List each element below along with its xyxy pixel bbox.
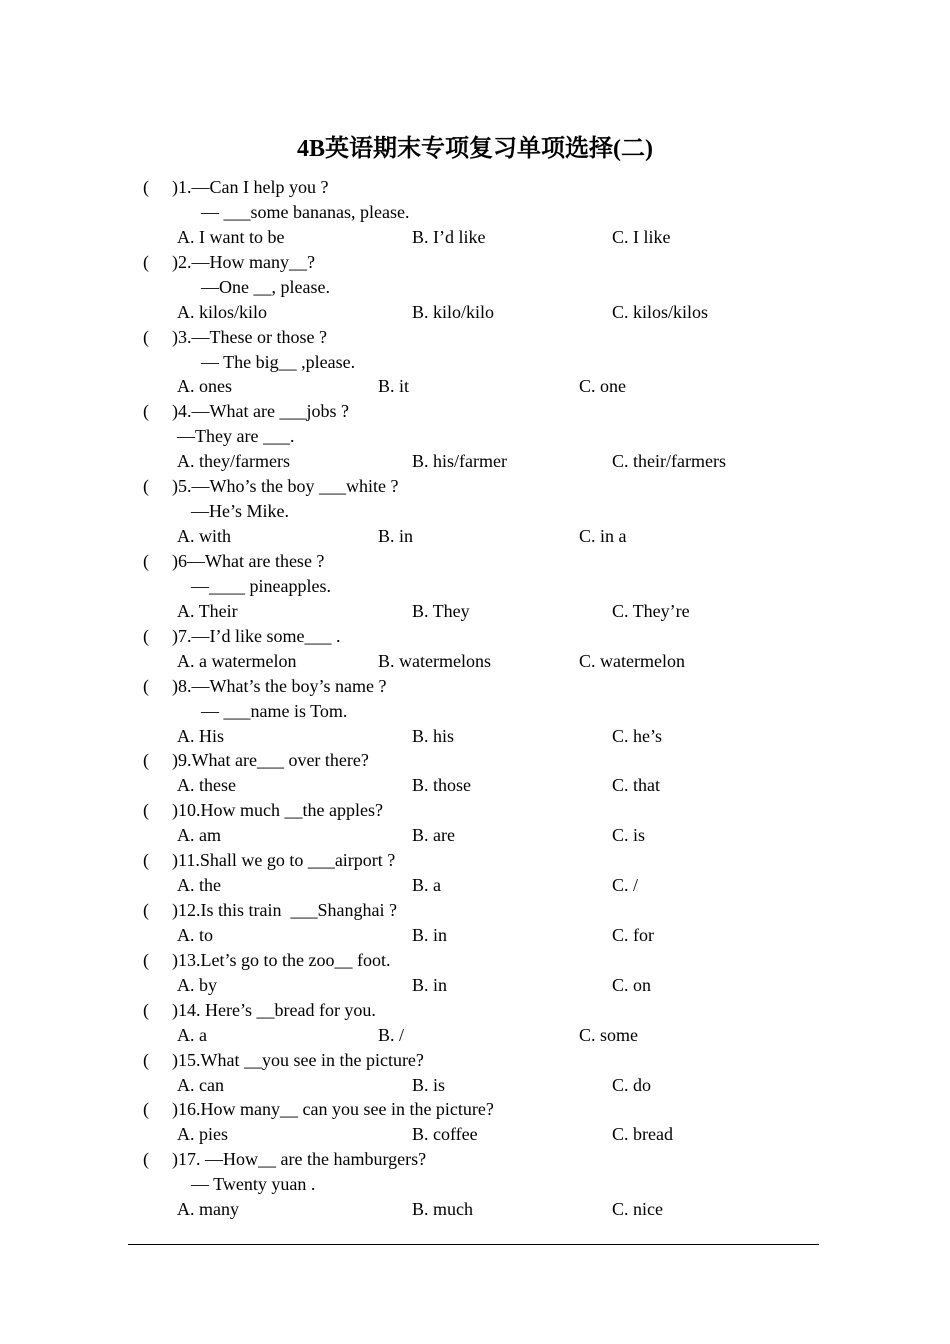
question-stem: )15.What __you see in the picture? — [172, 1049, 424, 1070]
option-a: A. these — [177, 775, 236, 796]
option-b: B. it — [378, 376, 410, 397]
answer-blank[interactable]: ( — [143, 900, 149, 920]
option-c: C. for — [612, 924, 654, 945]
option-b: B. a — [412, 875, 441, 895]
answer-blank[interactable]: ( — [143, 1149, 149, 1170]
question-response: — The big__ ,please. — [201, 351, 356, 372]
option-a: A. with — [177, 526, 231, 546]
answer-blank[interactable]: ( — [143, 800, 149, 821]
option-a: A. a watermelon — [177, 650, 297, 671]
option-b: B. I’d like — [412, 226, 486, 247]
question-response: — ___some bananas, please. — [201, 201, 410, 222]
question-stem: )4.—What are ___jobs ? — [172, 401, 349, 422]
option-c: C. some — [579, 1024, 639, 1045]
option-c: C. kilos/kilos — [612, 301, 709, 322]
question-stem: )12.Is this train ___Shanghai ? — [172, 900, 397, 920]
option-c: C. watermelon — [579, 650, 685, 671]
option-b: B. his — [412, 725, 455, 746]
option-a: A. the — [177, 875, 221, 895]
answer-blank[interactable]: ( — [143, 750, 149, 771]
question-stem: )8.—What’s the boy’s name ? — [172, 675, 387, 696]
question-response: — ___name is Tom. — [201, 700, 348, 721]
question-stem: )7.—I’d like some___ . — [172, 625, 341, 646]
page-title: 4B英语期末专项复习单项选择(二) — [297, 136, 653, 162]
option-a: A. pies — [177, 1124, 228, 1145]
option-b: B. in — [378, 526, 414, 546]
answer-blank[interactable]: ( — [143, 476, 149, 497]
option-a: A. ones — [177, 376, 232, 397]
option-a: A. His — [177, 725, 225, 746]
option-c: C. bread — [612, 1124, 673, 1145]
question-response: —____ pineapples. — [191, 575, 331, 596]
option-c: C. their/farmers — [612, 451, 726, 472]
question-stem: )9.What are___ over there? — [172, 750, 369, 771]
option-a: A. kilos/kilo — [177, 301, 268, 322]
option-c: C. that — [612, 775, 660, 796]
answer-blank[interactable]: ( — [143, 999, 149, 1020]
answer-blank[interactable]: ( — [143, 1049, 149, 1070]
option-a: A. a — [177, 1024, 207, 1045]
option-a: A. by — [177, 974, 217, 995]
answer-blank[interactable]: ( — [143, 551, 149, 571]
option-b: B. those — [412, 775, 472, 796]
option-b: B. / — [378, 1024, 405, 1045]
answer-blank[interactable]: ( — [143, 177, 149, 197]
answer-blank[interactable]: ( — [143, 1099, 149, 1120]
question-stem: )16.How many__ can you see in the picture? — [172, 1099, 494, 1120]
option-b: B. are — [412, 825, 455, 846]
option-b: B. coffee — [412, 1124, 478, 1145]
option-b: B. in — [412, 924, 448, 945]
option-c: C. nice — [612, 1199, 663, 1220]
question-stem: )5.—Who’s the boy ___white ? — [172, 476, 399, 497]
option-c: C. do — [612, 1074, 652, 1095]
option-b: B. is — [412, 1074, 446, 1095]
question-stem: )6—What are these ? — [172, 551, 325, 571]
answer-blank[interactable]: ( — [143, 251, 149, 272]
question-stem: )17. —How__ are the hamburgers? — [172, 1149, 427, 1170]
option-b: B. his/farmer — [412, 451, 507, 472]
question-response: —They are ___. — [177, 426, 295, 447]
question-stem: )2.—How many__? — [172, 251, 315, 272]
question-stem: )14. Here’s __bread for you. — [172, 999, 376, 1020]
option-b: B. They — [412, 600, 470, 621]
answer-blank[interactable]: ( — [143, 949, 149, 970]
option-c: C. I like — [612, 226, 671, 247]
option-c: C. he’s — [612, 725, 663, 746]
option-c: C. is — [612, 825, 646, 846]
answer-blank[interactable]: ( — [143, 625, 149, 646]
answer-blank[interactable]: ( — [143, 401, 149, 422]
question-response: —One __, please. — [201, 276, 330, 297]
answer-blank[interactable]: ( — [143, 326, 149, 347]
option-b: B. watermelons — [378, 650, 491, 671]
option-a: A. to — [177, 924, 213, 945]
option-b: B. in — [412, 974, 448, 995]
option-c: C. / — [612, 875, 639, 895]
question-stem: )3.—These or those ? — [172, 326, 327, 347]
footer-divider — [128, 1244, 819, 1245]
answer-blank[interactable]: ( — [143, 850, 149, 871]
question-stem: )10.How much __the apples? — [172, 800, 383, 821]
option-a: A. can — [177, 1074, 224, 1095]
option-a: A. many — [177, 1199, 239, 1220]
option-a: A. I want to be — [177, 226, 285, 247]
option-b: B. much — [412, 1199, 473, 1220]
option-c: C. in a — [579, 526, 627, 546]
option-a: A. am — [177, 825, 221, 846]
option-c: C. on — [612, 974, 652, 995]
question-stem: )13.Let’s go to the zoo__ foot. — [172, 949, 391, 970]
question-stem: )11.Shall we go to ___airport ? — [172, 850, 396, 871]
question-response: —He’s Mike. — [191, 501, 289, 522]
question-stem: )1.—Can I help you ? — [172, 177, 329, 197]
option-c: C. one — [579, 376, 626, 397]
option-a: A. Their — [177, 600, 238, 621]
option-a: A. they/farmers — [177, 451, 290, 472]
question-response: — Twenty yuan . — [191, 1174, 316, 1195]
option-c: C. They’re — [612, 600, 690, 621]
answer-blank[interactable]: ( — [143, 675, 149, 696]
option-b: B. kilo/kilo — [412, 301, 495, 322]
